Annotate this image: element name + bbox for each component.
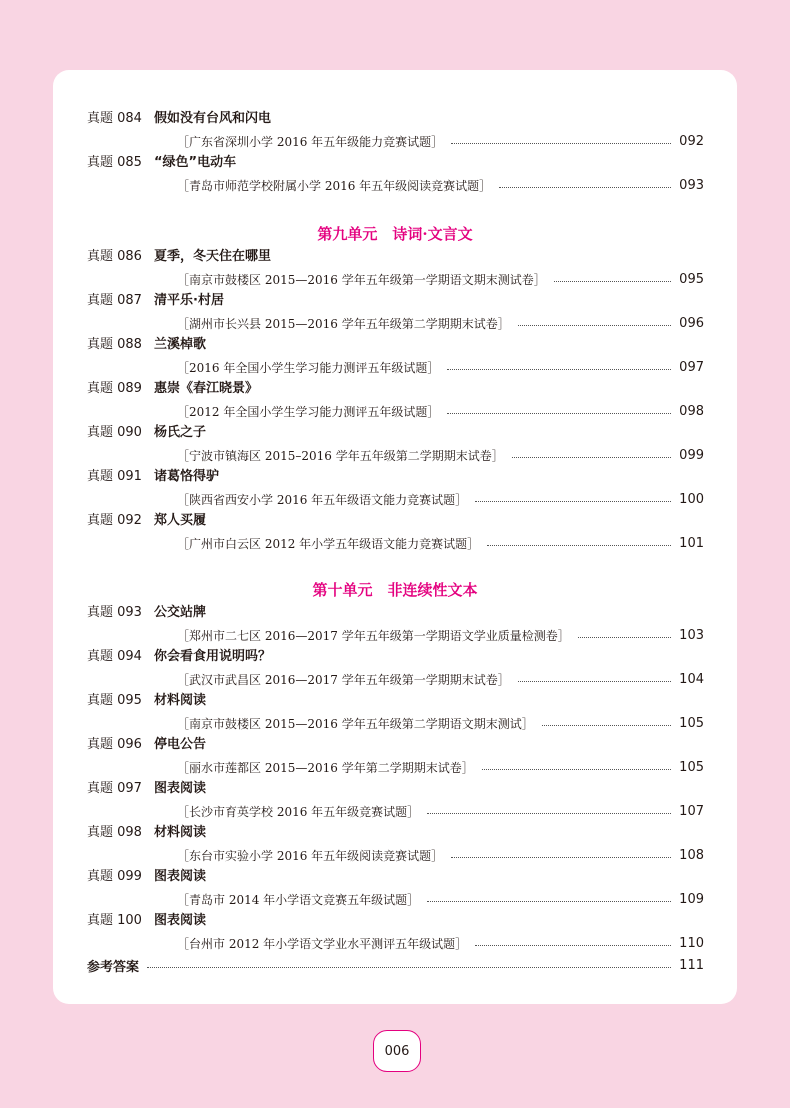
toc-card [53,70,737,1004]
entry-source: ［东台市实验小学 2016 年五年级阅读竞赛试题］ [177,848,444,863]
entry-source: ［广州市白云区 2012 年小学五年级语文能力竞赛试题］ [177,536,480,551]
toc-entry[interactable] [53,778,737,800]
toc-source-line [53,624,737,646]
entry-page[interactable]: 104 [679,671,704,687]
toc-source-line [53,174,737,196]
toc-entry[interactable] [53,290,737,312]
entry-number: 真题 086 [87,249,142,264]
entry-number: 真题 092 [87,513,142,528]
toc-source-line [53,932,737,954]
toc-source-line [53,268,737,290]
entry-page[interactable]: 110 [679,935,704,951]
toc-source-line [53,668,737,690]
entry-source: ［武汉市武昌区 2016—2017 学年五年级第一学期期末试卷］ [177,672,510,687]
entry-source: ［台州市 2012 年小学语文学业水平测评五年级试题］ [177,936,468,951]
answers-label: 参考答案 [87,959,140,975]
dot-leader [512,457,671,458]
entry-source: ［长沙市育英学校 2016 年五年级竞赛试题］ [177,804,420,819]
toc-entry[interactable] [53,152,737,174]
toc-source-line [53,844,737,866]
dot-leader [518,681,671,682]
dot-leader [147,967,671,968]
entry-title: 惠崇《春江晓景》 [154,381,259,396]
dot-leader [447,413,671,414]
toc-entry[interactable] [53,466,737,488]
entry-source: ［郑州市二七区 2016—2017 学年五年级第一学期语文学业质量检测卷］ [177,628,570,643]
toc-entry[interactable] [53,910,737,932]
toc-entry[interactable] [53,510,737,532]
entry-page[interactable]: 107 [679,803,704,819]
entry-title: “绿色”电动车 [154,155,237,170]
toc-entry[interactable] [53,334,737,356]
entry-number: 真题 094 [87,649,142,664]
toc-entry[interactable] [53,822,737,844]
toc-source-line [53,312,737,334]
toc-entry[interactable] [53,734,737,756]
entry-page[interactable]: 103 [679,627,704,643]
toc-source-line [53,400,737,422]
entry-number: 真题 087 [87,293,142,308]
toc-source-line [53,444,737,466]
toc-source-line [53,356,737,378]
entry-number: 真题 096 [87,737,142,752]
entry-page[interactable]: 099 [679,447,704,463]
entry-source: ［广东省深圳小学 2016 年五年级能力竞赛试题］ [177,134,444,149]
entry-source: ［青岛市 2014 年小学语文竞赛五年级试题］ [177,892,420,907]
entry-source: ［陕西省西安小学 2016 年五年级语文能力竞赛试题］ [177,492,468,507]
dot-leader [499,187,671,188]
entry-source: ［青岛市师范学校附属小学 2016 年五年级阅读竞赛试题］ [177,178,492,193]
entry-title: 材料阅读 [154,825,207,840]
toc-entry[interactable] [53,646,737,668]
entry-source: ［南京市鼓楼区 2015—2016 学年五年级第一学期语文期末测试卷］ [177,272,546,287]
answers-page[interactable]: 111 [679,957,704,973]
entry-title: 杨氏之子 [154,425,207,440]
toc-source-line [53,800,737,822]
entry-number: 真题 093 [87,605,142,620]
dot-leader [475,501,671,502]
toc-entry[interactable] [53,422,737,444]
entry-page[interactable]: 100 [679,491,704,507]
dot-leader [475,945,671,946]
entry-page[interactable]: 093 [679,177,704,193]
entry-title: 假如没有台风和闪电 [154,111,272,126]
toc-source-line [53,130,737,152]
toc-entry[interactable] [53,602,737,624]
entry-title: 公交站牌 [154,605,207,620]
toc-source-line [53,712,737,734]
dot-leader [447,369,671,370]
entry-source: ［2016 年全国小学生学习能力测评五年级试题］ [177,360,440,375]
entry-number: 真题 090 [87,425,142,440]
page-number: 006 [373,1030,421,1072]
dot-leader [554,281,671,282]
entry-number: 真题 088 [87,337,142,352]
unit-heading: 第九单元 诗词·文言文 [317,225,473,243]
toc-source-line [53,488,737,510]
entry-title: 材料阅读 [154,693,207,708]
entry-title: 清平乐·村居 [154,293,224,308]
entry-source: ［宁波市镇海区 2015–2016 学年五年级第二学期期末试卷］ [177,448,504,463]
dot-leader [451,143,671,144]
entry-page[interactable]: 105 [679,759,704,775]
dot-leader [542,725,671,726]
entry-title: 郑人买履 [154,513,207,528]
entry-number: 真题 100 [87,913,142,928]
entry-page[interactable]: 109 [679,891,704,907]
entry-title: 图表阅读 [154,869,207,884]
toc-source-line [53,532,737,554]
entry-number: 真题 095 [87,693,142,708]
toc-source-line [53,756,737,778]
dot-leader [482,769,671,770]
entry-title: 夏季，冬天住在哪里 [154,249,272,264]
entry-page[interactable]: 108 [679,847,704,863]
entry-title: 停电公告 [154,737,207,752]
entry-page[interactable]: 097 [679,359,704,375]
entry-title: 诸葛恪得驴 [154,469,220,484]
entry-number: 真题 099 [87,869,142,884]
toc-source-line [53,888,737,910]
dot-leader [427,901,671,902]
entry-page[interactable]: 101 [679,535,704,551]
entry-number: 真题 091 [87,469,142,484]
unit-heading: 第十单元 非连续性文本 [312,581,478,599]
entry-title: 兰溪棹歌 [154,337,207,352]
entry-title: 图表阅读 [154,913,207,928]
toc-entry[interactable] [53,108,737,130]
entry-page[interactable]: 098 [679,403,704,419]
entry-source: ［2012 年全国小学生学习能力测评五年级试题］ [177,404,440,419]
toc-entry[interactable] [53,246,737,268]
entry-number: 真题 089 [87,381,142,396]
dot-leader [427,813,671,814]
dot-leader [518,325,671,326]
entry-number: 真题 085 [87,155,142,170]
entry-number: 真题 097 [87,781,142,796]
answers-entry[interactable] [87,954,704,976]
entry-source: ［湖州市长兴县 2015—2016 学年五年级第二学期期末试卷］ [177,316,510,331]
entry-page[interactable]: 096 [679,315,704,331]
toc-entry[interactable] [53,866,737,888]
entry-page[interactable]: 095 [679,271,704,287]
entry-number: 真题 084 [87,111,142,126]
entry-source: ［丽水市莲都区 2015—2016 学年第二学期期末试卷］ [177,760,474,775]
dot-leader [578,637,671,638]
toc-entry[interactable] [53,690,737,712]
entry-page[interactable]: 105 [679,715,704,731]
dot-leader [487,545,671,546]
entry-title: 图表阅读 [154,781,207,796]
dot-leader [451,857,671,858]
toc-entry[interactable] [53,378,737,400]
entry-source: ［南京市鼓楼区 2015—2016 学年五年级第二学期语文期末测试］ [177,716,534,731]
entry-page[interactable]: 092 [679,133,704,149]
entry-number: 真题 098 [87,825,142,840]
entry-title: 你会看食用说明吗？ [154,649,272,664]
